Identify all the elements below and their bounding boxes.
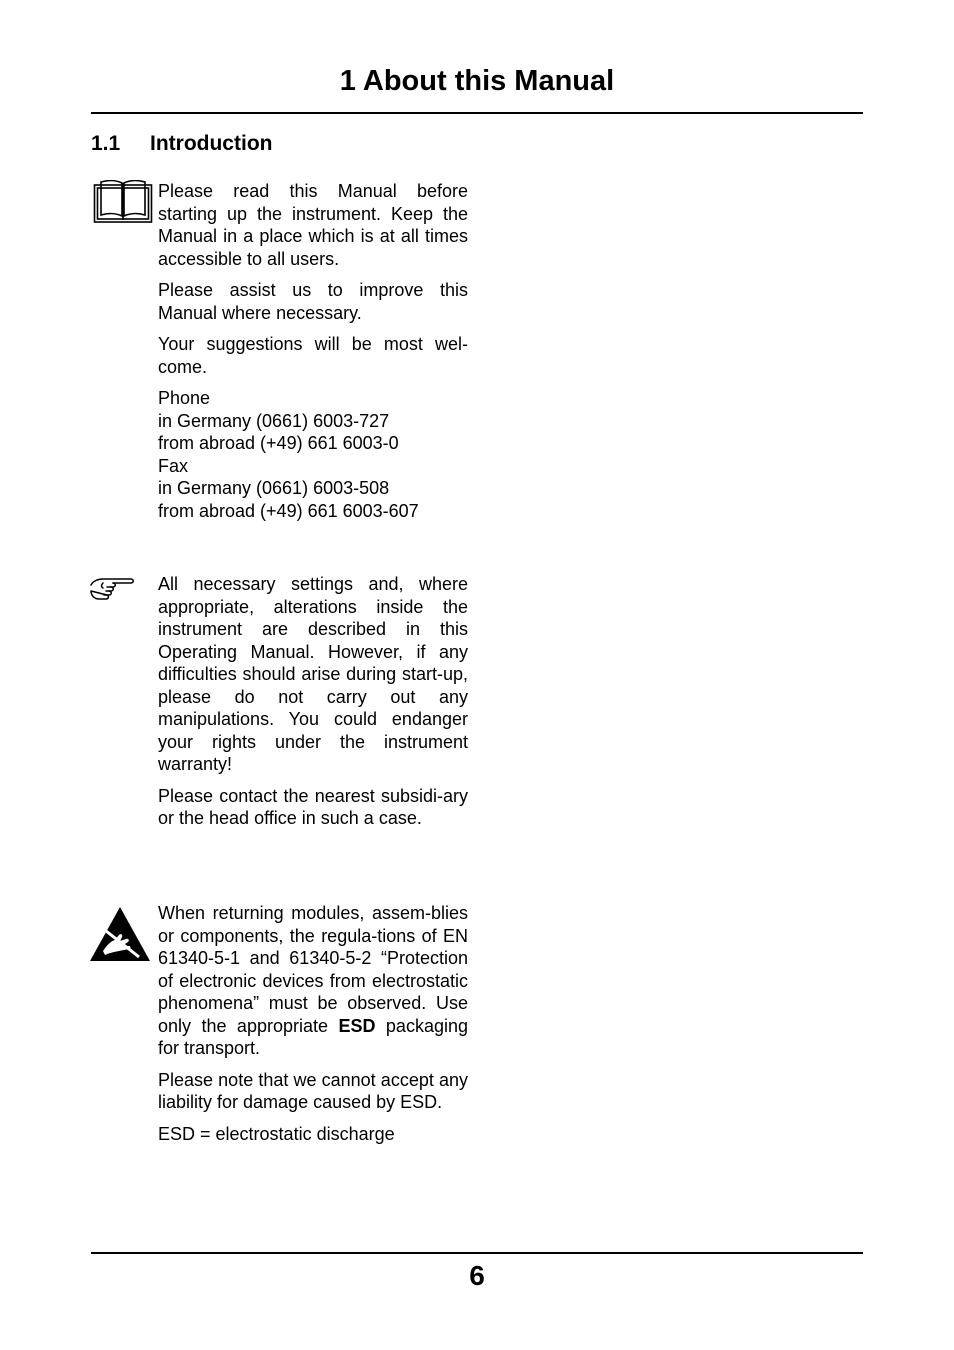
settings-paragraph: All necessary settings and, where appropriate, alterations inside the instrument are described in this Operating Manual. However, if any difficulties should arise during start-up, please do not carry out any manipulations. You could endanger your rights under the instrument warranty! xyxy=(158,574,468,774)
book-icon xyxy=(93,180,153,224)
phone-abroad: from abroad (+49) 661 6003-0 xyxy=(158,433,399,453)
suggestions-paragraph: Your suggestions will be most wel-come. xyxy=(158,334,468,377)
fax-abroad: from abroad (+49) 661 6003-607 xyxy=(158,500,419,521)
chapter-title: 1 About this Manual xyxy=(339,65,615,97)
esd-bold-term: ESD xyxy=(338,1015,376,1036)
esd-return-text: When returning modules, assem-blies or components, the regula-tions of EN 61340-5-1 and 61340-5-2 “Protection of electronic devices from electrostatic phenomena” must be observed. Use only the appropriate xyxy=(158,903,468,1036)
esd-warning-icon xyxy=(89,905,151,963)
fax-germany: in Germany (0661) 6003-508 xyxy=(158,478,390,498)
read-manual-paragraph: Please read this Manual before starting up the instrument. Keep the Manual in a place which is at all times accessible to all users. xyxy=(158,181,468,269)
contact-subsidiary-paragraph: Please contact the nearest subsidi-ary or the head office in such a case. xyxy=(158,785,468,828)
header-rule xyxy=(91,112,863,114)
contact-details xyxy=(158,387,468,522)
section-number: 1.1 xyxy=(91,132,121,155)
section-heading xyxy=(91,130,272,158)
esd-definition: ESD = electrostatic discharge xyxy=(158,1123,395,1144)
introduction-block xyxy=(158,180,468,531)
improve-manual-paragraph: Please assist us to improve this Manual where necessary. xyxy=(158,280,468,323)
phone-germany: in Germany (0661) 6003-727 xyxy=(158,410,390,431)
phone-label: Phone xyxy=(158,388,211,408)
section-title: Introduction xyxy=(150,132,273,155)
esd-return-paragraph xyxy=(158,902,468,1060)
esd-notice-block xyxy=(158,902,468,1154)
page-number: 6 xyxy=(469,1260,485,1291)
settings-notice-block xyxy=(158,573,468,839)
pointing-hand-icon xyxy=(89,575,135,601)
esd-liability-paragraph: Please note that we cannot accept any liability for damage caused by ESD. xyxy=(158,1069,468,1112)
esd-return-text-end: packaging for transport. xyxy=(158,1015,468,1058)
fax-label: Fax xyxy=(158,455,189,476)
footer-rule xyxy=(91,1252,863,1254)
